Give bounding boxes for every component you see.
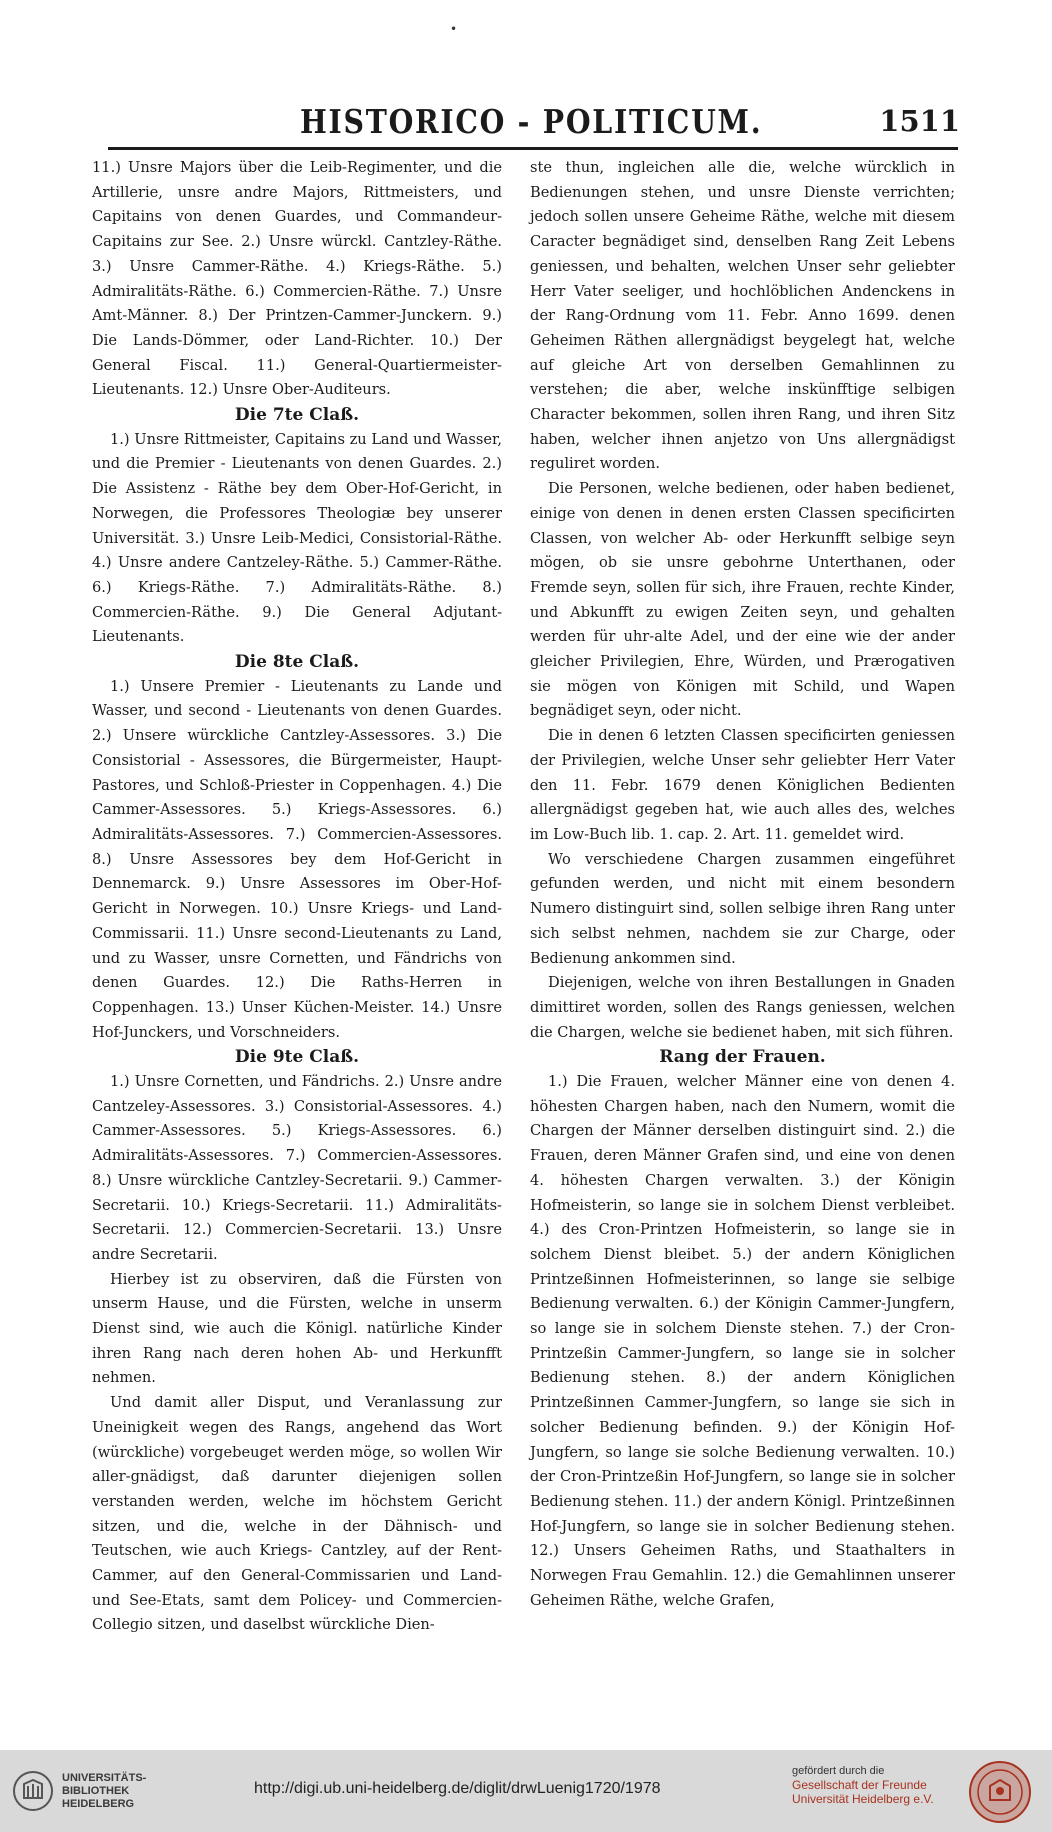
- ink-speck: •: [450, 22, 458, 36]
- funding-credit: [792, 1764, 934, 1806]
- section-heading: Die 8te Claß.: [234, 652, 360, 673]
- text-paragraph: 1.) Die Frauen, welcher Männer eine von denen 4. höhesten Chargen haben, nach den Numern, womit die Chargen der Männer derselben distinguirt sind. 2.) die Frauen, deren Männer Grafen sind, und eine von denen 4. höhesten Chargen verwalten. 3.) der Königin Hofmeisterin, so lange sie in solchem Dienst verbleibet. 4.) des Cron-Printzen Hofmeisterin, so lange sie in solchem Dienst bleibet. 5.) der andern Königlichen Printzeßinnen Hofmeisterinnen, so lange sie selbige Bedienung verwalten. 6.) der Königin Cammer-Jungfern, so lange sie in solchem Dienste stehen. 7.) der Cron-Printzeßin Cammer-Jungfern, so lange sie in solcher Bedienung stehen. 8.) der andern Königlichen Printzeßinnen Cammer-Jungfern, so lange sie sich in solcher Bedienung befinden. 9.) der Königin Hof-Jungfern, so lange sie solche Bedienung verwalten. 10.) der Cron-Printzeßin Hof-Jungfern, so lange sie in solcher Bedienung stehen. 11.) der andern Königl. Printzeßinnen Hof-Jungfern, so lange sie in solcher Bedienung stehen. 12.) Unsers Geheimen Raths, und Staathalters in Norwegen Frau Gemahlin. 12.) die Gemahlinnen unserer Geheimen Räthe, welche Grafen,: [530, 1073, 955, 1609]
- section-heading: Rang der Frauen.: [659, 1047, 826, 1068]
- text-paragraph: Diejenigen, welche von ihren Bestallungen in Gnaden dimittiret worden, sollen des Rangs geniessen, welchen die Chargen, welche sie bedienet haben, mit sich führen.: [530, 974, 955, 1041]
- text-paragraph: 1.) Unsere Premier - Lieutenants zu Lande und Wasser, und second - Lieutenants von denen Guardes. 2.) Unsere würckliche Cantzley-Assessores. 3.) Die Consistorial - Assessores, die Bürgermeister, Haupt-Pastores, und Schloß-Priester in Coppenhagen. 4.) Die Cammer-Assessores. 5.) Kriegs-Assessores. 6.) Admiralitäts-Assessores. 7.) Commercien-Assessores. 8.) Unsre Assessores bey dem Hof-Gericht in Dennemarck. 9.) Unsre Assessores im Ober-Hof-Gericht in Norwegen. 10.) Unsre Kriegs- und Land-Commissarii. 11.) Unsre second-Lieutenants zu Land, und zu Wasser, unsre Cornetten, und Fändrichs von denen Guardes. 12.) Die Raths-Herren in Coppenhagen. 13.) Unser Küchen-Meister. 14.) Unsre Hof-Junckers, und Vorschneiders.: [92, 677, 502, 1041]
- text-paragraph: Hierbey ist zu observiren, daß die Fürsten von unserm Hause, und die Fürsten, welche in unserm Dienst sind, wie auch die Königl. natürliche Kinder ihren Rang nach deren hohen Ab- und Herkunfft nehmen.: [92, 1270, 502, 1387]
- funded-by-label: gefördert durch die: [792, 1765, 885, 1777]
- left-text-column: [92, 156, 502, 1638]
- permalink-url[interactable]: http://digi.ub.uni-heidelberg.de/diglit/drwLuenig1720/1978: [254, 1780, 661, 1797]
- section-heading: Die 9te Claß.: [234, 1047, 360, 1068]
- text-paragraph: 11.) Unsre Majors über die Leib-Regimenter, und die Artillerie, unsre andre Majors, Rittmeisters, und Capitains von denen Guardes, und Commandeur-Capitains zur See. 2.) Unsre würckl. Cantzley-Räthe. 3.) Unsre Cammer-Räthe. 4.) Kriegs-Räthe. 5.) Admiralitäts-Räthe. 6.) Commercien-Räthe. 7.) Unsre Amt-Männer. 8.) Der Printzen-Cammer-Junckern. 9.) Die Lands-Dömmer, oder Land-Richter. 10.) Der General Fiscal. 11.) General-Quartiermeister-Lieutenants. 12.) Unsre Ober-Auditeurs.: [92, 159, 502, 399]
- funder-name-line: Universität Heidelberg e.V.: [792, 1792, 934, 1806]
- text-paragraph: Die Personen, welche bedienen, oder haben bedienet, einige von denen in denen ersten Classen specificirten Classen, von welcher Ab- oder Herkunfft selbige seyn mögen, ob sie unsre gebohrne Unterthanen, oder Fremde seyn, sollen für sich, ihre Frauen, rechte Kinder, und Abkunfft zu ewigen Zeiten seyn, und gehalten werden für uhr-alte Adel, und der eine wie der ander gleicher Privilegien, Ehre, Würden, und Prærogativen sie mögen von Königen mit Schild, und Wapen begnädiget seyn, oder nicht.: [530, 480, 955, 720]
- section-heading: Die 7te Claß.: [234, 405, 360, 426]
- page-number: 1511: [879, 104, 960, 138]
- university-seal-icon: [968, 1760, 1032, 1824]
- text-paragraph: 1.) Unsre Rittmeister, Capitains zu Land und Wasser, und die Premier - Lieutenants von denen Guardes. 2.) Die Assistenz - Räthe bey dem Ober-Hof-Gericht, in Norwegen, die Professores Theologiæ bey unserer Universität. 3.) Unsre Leib-Medici, Consistorial-Räthe. 4.) Unsre andere Cantzeley-Räthe. 5.) Cammer-Räthe. 6.) Kriegs-Räthe. 7.) Admiralitäts-Räthe. 8.) Commercien-Räthe. 9.) Die General Adjutant-Lieutenants.: [92, 430, 502, 646]
- university-library-logo-icon: [12, 1770, 54, 1812]
- right-text-column: [530, 156, 955, 1613]
- running-title: HISTORICO - POLITICUM.: [300, 102, 763, 141]
- text-paragraph: Wo verschiedene Chargen zusammen eingeführet gefunden werden, und nicht mit einem besondern Numero distinguirt sind, sollen selbige ihren Rang unter sich selbst nehmen, nachdem sie zur Charge, oder Bedienung ankommen sind.: [530, 850, 955, 967]
- library-name-line: BIBLIOTHEK: [62, 1785, 130, 1797]
- text-paragraph: Die in denen 6 letzten Classen specificirten geniessen der Privilegien, welche Unser sehr geliebter Herr Vater den 11. Febr. 1679 denen Königlichen Bedienten allergnädigst gegeben hat, wie auch alles des, welches im Low-Buch lib. 1. cap. 2. Art. 11. gemeldet wird.: [530, 727, 955, 843]
- page-header: [300, 102, 960, 142]
- text-paragraph: Und damit aller Disput, und Veranlassung zur Uneinigkeit wegen des Rangs, angehend das Wort (würckliche) vorgebeuget werden möge, so wollen Wir aller-gnädigst, daß darunter diejenigen sollen verstanden werden, welche im höchstem Gericht sitzen, und die, welche in der Dähnisch- und Teutschen, wie auch Kriegs- Cantzley, auf der Rent-Cammer, auf den General-Commissarien und Land- und See-Etats, samt dem Policey- und Commercien-Collegio sitzen, und daselbst würckliche Dien-: [92, 1394, 502, 1634]
- library-name-line: UNIVERSITÄTS-: [62, 1772, 147, 1784]
- viewer-footer: [0, 1750, 1052, 1832]
- header-rule: [108, 147, 958, 150]
- text-paragraph: ste thun, ingleichen alle die, welche würcklich in Bedienungen stehen, und unsre Dienste verrichten; jedoch sollen unsere Geheime Räthe, welche mit diesem Caracter begnädiget sind, denselben Rang Zeit Lebens geniessen, und behalten, welchen Unser sehr geliebter Herr Vater seeliger, und hochlöblichen Andenckens in der Rang-Ordnung vom 11. Febr. Anno 1699. denen Geheimen Räthen allergnädigst beygelegt hat, welche auf gleiche Art von derselben Gemahlinnen zu verstehen; die aber, welche inskünfftige selbigen Character bekommen, sollen ihren Rang, und ihren Sitz haben, welcher ihnen anjetzo von Uns allergnädigst reguliret worden.: [530, 159, 955, 473]
- text-paragraph: 1.) Unsre Cornetten, und Fändrichs. 2.) Unsre andre Cantzeley-Assessores. 3.) Consistorial-Assessores. 4.) Cammer-Assessores. 5.) Kriegs-Assessores. 6.) Admiralitäts-Assessores. 7.) Commercien-Assessores. 8.) Unsre würckliche Cantzley-Secretarii. 9.) Cammer-Secretarii. 10.) Kriegs-Secretarii. 11.) Admiralitäts-Secretarii. 12.) Commercien-Secretarii. 13.) Unsre andre Secretarii.: [92, 1073, 502, 1263]
- funder-name-line: Gesellschaft der Freunde: [792, 1778, 927, 1792]
- library-name-line: HEIDELBERG: [62, 1798, 135, 1810]
- library-name: [62, 1772, 146, 1811]
